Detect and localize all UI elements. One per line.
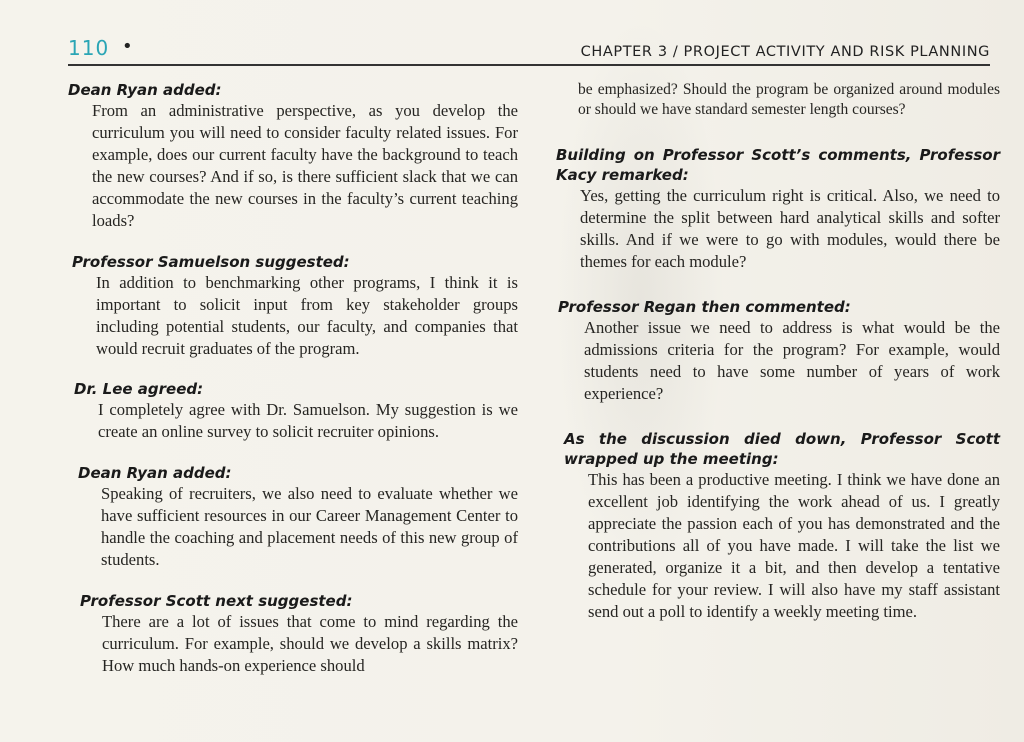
page-header: [68, 34, 990, 66]
speech-text: Another issue we need to address is what would be the admissions criteria for the program? For example, would students need to have some number of years of work experience?: [584, 318, 1000, 403]
speaker-label: Dean Ryan added:: [78, 464, 232, 482]
dialogue-entry: [68, 379, 518, 443]
speaker-label: Professor Samuelson suggested:: [72, 253, 350, 271]
speech-text: From an administrative perspective, as you develop the curriculum you will need to consider faculty related issues. For example, does our current faculty have the background to teach the new courses? And if so, is there sufficient slack that we can accommodate the new courses in the faculty’s current teaching loads?: [92, 101, 518, 230]
speaker-label: Professor Scott next suggested:: [80, 592, 353, 610]
speech-text: Speaking of recruiters, we also need to evaluate whether we have sufficient resources in our Career Management Center to handle the coaching and placement needs of this new group of students.: [101, 484, 518, 569]
dialogue-entry: [68, 463, 518, 571]
speech-text: Yes, getting the curriculum right is critical. Also, we need to determine the split between hard analytical skills and softer skills. And if we were to go with modules, would there be themes for each module?: [580, 186, 1000, 271]
right-column: [556, 80, 1000, 623]
running-head: CHAPTER 3 / PROJECT ACTIVITY AND RISK PLANNING: [580, 44, 990, 60]
speech-text: This has been a productive meeting. I think we have done an excellent job identifying the work ahead of us. I greatly appreciate the passion each of you has demonstrated and the contributions all of you have made. I will take the list we generated, organize it a bit, and then develop a tentative schedule for your review. I will also have my staff assistant send out a poll to identify a weekly meeting time.: [588, 470, 1000, 621]
speaker-label: Dr. Lee agreed:: [74, 380, 204, 398]
speaker-label: Professor Regan then commented:: [558, 298, 851, 316]
continuation-text: be emphasized? Should the program be organized around modules or should we have standard semester length courses?: [578, 81, 1000, 118]
speaker-label: As the discussion died down, Professor Scott wrapped up the meeting:: [564, 430, 1000, 468]
dialogue-entry: [556, 297, 1000, 405]
dialogue-entry: [68, 591, 518, 677]
page-number: 110: [68, 36, 110, 60]
speech-text: In addition to benchmarking other programs, I think it is important to solicit input from key stakeholder groups including potential students, our faculty, and companies that would recruit graduates of the program.: [96, 273, 518, 358]
dialogue-entry: [556, 145, 1000, 273]
left-column: [68, 80, 518, 677]
dialogue-entry: [556, 429, 1000, 623]
dialogue-entry: [68, 252, 518, 360]
speech-text: There are a lot of issues that come to mind regarding the curriculum. For example, should we develop a skills matrix? How much hands-on experience should: [102, 612, 518, 675]
speaker-label: Dean Ryan added:: [68, 81, 222, 99]
speech-text: I completely agree with Dr. Samuelson. My suggestion is we create an online survey to solicit recruiter opinions.: [98, 400, 518, 441]
dialogue-entry: [68, 80, 518, 232]
bullet-separator: •: [122, 36, 133, 57]
speaker-label: Building on Professor Scott’s comments, Professor Kacy remarked:: [556, 146, 1000, 184]
